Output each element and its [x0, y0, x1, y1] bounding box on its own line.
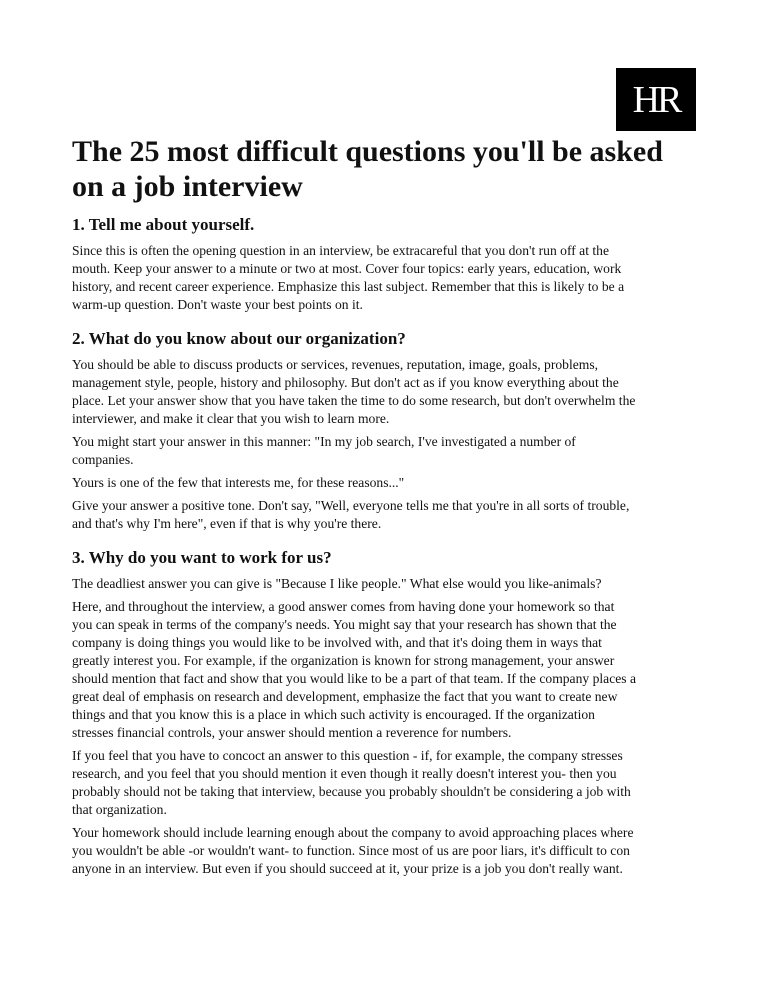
paragraph	[72, 824, 712, 878]
paragraph	[72, 497, 712, 533]
paragraph	[72, 356, 712, 428]
section-heading: 2. What do you know about our organization?	[72, 329, 406, 348]
hr-logo-text: HR	[632, 78, 680, 121]
paragraph-line: mouth. Keep your answer to a minute or two at most. Cover four topics: early years, education, work	[72, 261, 622, 276]
section-heading: 3. Why do you want to work for us?	[72, 548, 332, 567]
paragraph-line: companies.	[72, 452, 134, 467]
section-heading: 1. Tell me about yourself.	[72, 215, 255, 234]
paragraph-line: should mention that fact and show that you would like to be a part of that team. If the company places a	[72, 671, 636, 686]
paragraph-line: you can speak in terms of the company's needs. You might say that your research has shown that the	[72, 617, 617, 632]
paragraph-line: Your homework should include learning enough about the company to avoid approaching places where	[72, 825, 634, 840]
sections	[72, 214, 712, 878]
paragraph-line: warm-up question. Don't waste your best points on it.	[72, 297, 363, 312]
paragraph-line: anyone in an interview. But even if you should succeed at it, your prize is a job you don't really want.	[72, 861, 623, 876]
paragraph	[72, 747, 712, 819]
document-page	[72, 134, 712, 883]
paragraph-line: and that's why I'm here", even if that is why you're there.	[72, 516, 382, 531]
paragraph-line: stresses financial controls, your answer should mention a reverence for numbers.	[72, 725, 512, 740]
title-line: on a job interview	[72, 170, 303, 203]
paragraph-line: management style, people, history and philosophy. But don't act as if you know everything about the	[72, 375, 619, 390]
paragraph-line: Yours is one of the few that interests me, for these reasons..."	[72, 475, 405, 490]
paragraph-line: probably should not be taking that interview, because you probably shouldn't be considering a job with	[72, 784, 631, 799]
document-title	[72, 134, 712, 204]
title-line: The 25 most difficult questions you'll be asked	[72, 135, 663, 168]
hr-logo	[616, 68, 696, 131]
paragraph-line: Give your answer a positive tone. Don't say, "Well, everyone tells me that you're in all sorts of trouble,	[72, 498, 630, 513]
paragraph-line: history, and recent career experience. Emphasize this last subject. Remember that this is likely to be a	[72, 279, 625, 294]
paragraph-line: The deadliest answer you can give is "Because I like people." What else would you like-animals?	[72, 576, 602, 591]
paragraph-line: you wouldn't be able -or wouldn't want- to function. Since most of us are poor liars, it's difficult to con	[72, 843, 630, 858]
paragraph-line: Here, and throughout the interview, a good answer comes from having done your homework so that	[72, 599, 615, 614]
paragraph-line: If you feel that you have to concoct an answer to this question - if, for example, the company stresses	[72, 748, 623, 763]
paragraph-line: You should be able to discuss products or services, revenues, reputation, image, goals, problems,	[72, 357, 599, 372]
paragraph	[72, 433, 712, 469]
paragraph-line: things and that you know this is a place in which such activity is encouraged. If the organization	[72, 707, 595, 722]
paragraph-line: that organization.	[72, 802, 167, 817]
paragraph	[72, 598, 712, 742]
paragraph-line: You might start your answer in this manner: "In my job search, I've investigated a number of	[72, 434, 576, 449]
paragraph-line: greatly interest you. For example, if the organization is known for strong management, your answer	[72, 653, 615, 668]
paragraph-line: company is doing things you would like to be involved with, and that it's doing them in ways that	[72, 635, 602, 650]
paragraph	[72, 474, 712, 492]
paragraph-line: interviewer, and make it clear that you wish to learn more.	[72, 411, 390, 426]
paragraph-line: great deal of emphasis on research and development, emphasize the fact that you want to create new	[72, 689, 618, 704]
paragraph	[72, 575, 712, 593]
paragraph	[72, 242, 712, 314]
paragraph-line: Since this is often the opening question in an interview, be extracareful that you don't run off at the	[72, 243, 609, 258]
paragraph-line: place. Let your answer show that you have taken the time to do some research, but don't overwhelm the	[72, 393, 636, 408]
paragraph-line: research, and you feel that you should mention it even though it really doesn't interest you- then you	[72, 766, 617, 781]
